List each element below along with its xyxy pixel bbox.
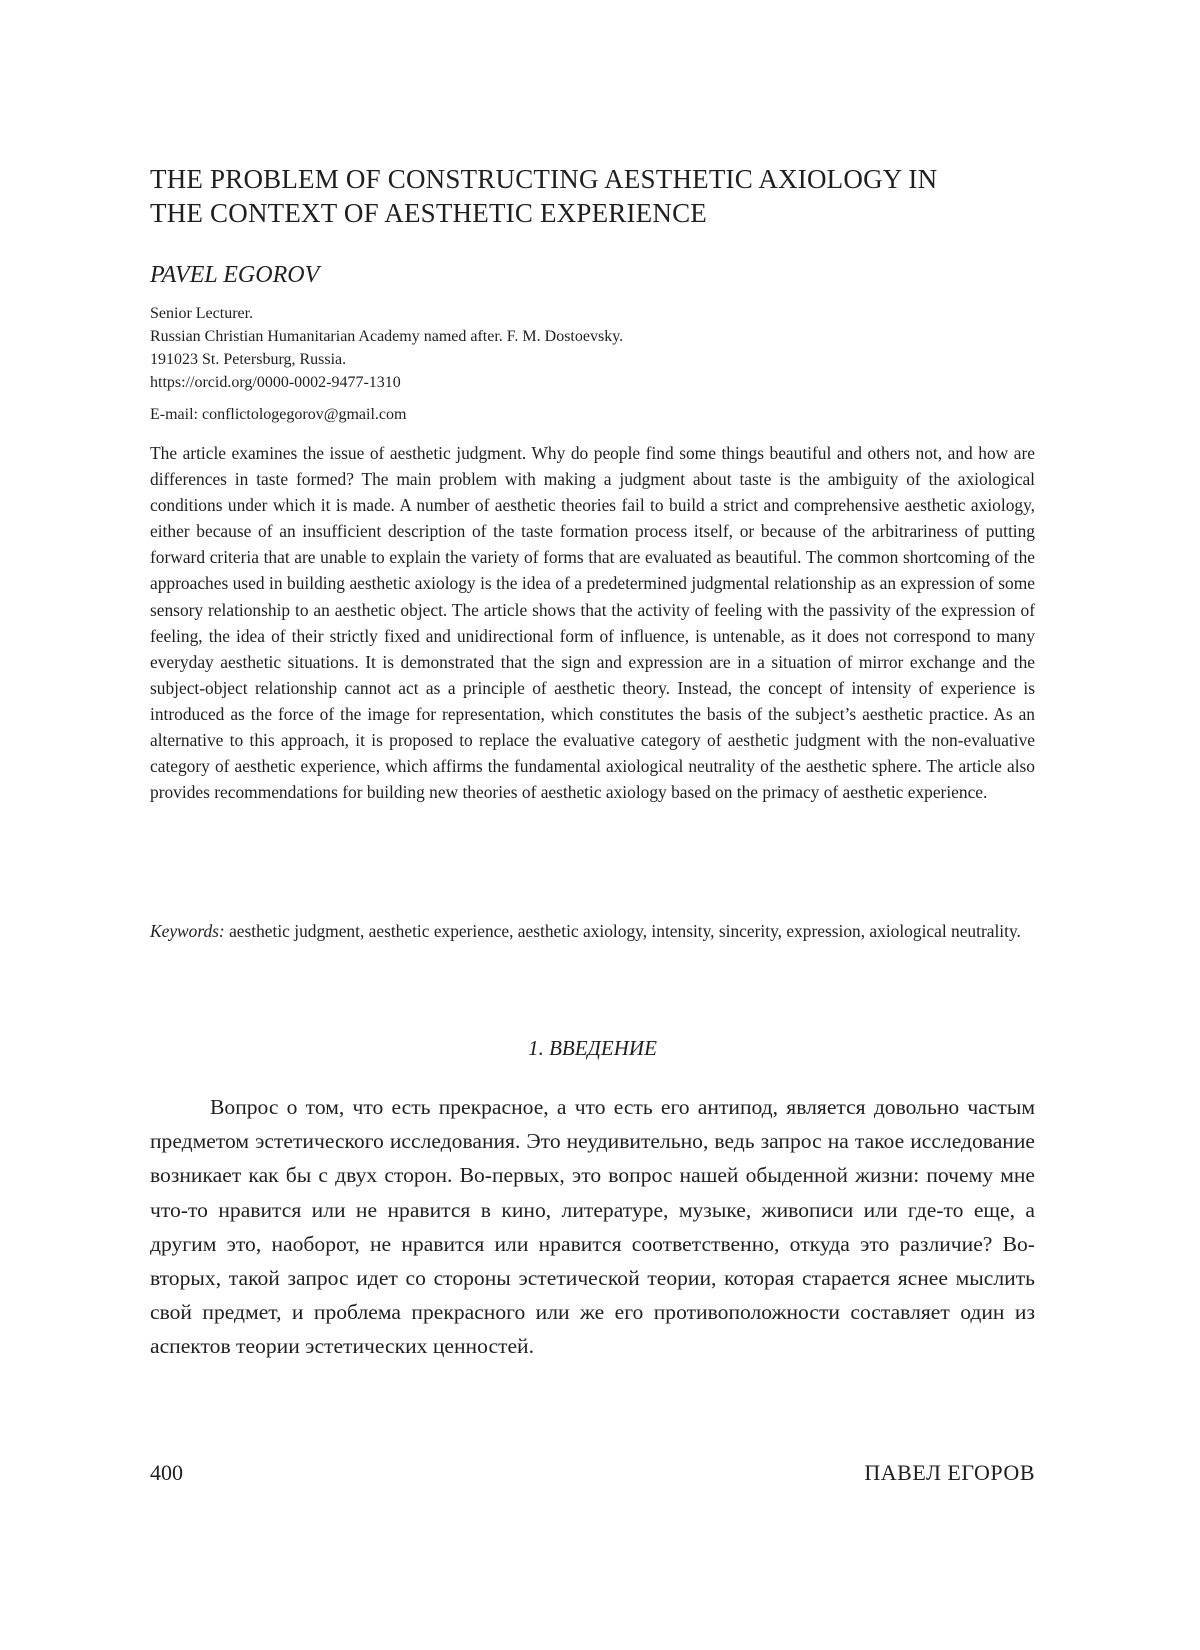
body-paragraph: Вопрос о том, что есть прекрасное, а что есть его антипод, является довольно частым предметом эстетического исследования. Это неудивительно, ведь запрос на такое исследование возникает как бы с двух сторон. Во-первых, это вопрос нашей обыденной жизни: почему мне что-то нравится или не нравится в кино, литературе, музыке, живописи или где-то еще, а другим это, наоборот, не нравится или нравится соответственно, откуда это различие? Во-вторых, такой запрос идет со стороны эстетической теории, которая старается яснее мыслить свой предмет, и проблема прекрасного или же его противоположности составляет один из аспектов теории эстетических ценностей. xyxy=(150,1090,1035,1364)
article-title-line-2: THE CONTEXT OF AESTHETIC EXPERIENCE xyxy=(150,196,1035,230)
article-title xyxy=(150,162,1035,230)
author-address: 191023 St. Petersburg, Russia. xyxy=(150,348,623,371)
article-title-line-1: THE PROBLEM OF CONSTRUCTING AESTHETIC AXIOLOGY IN xyxy=(150,162,1035,196)
section-heading: 1. ВВЕДЕНИЕ xyxy=(150,1036,1035,1061)
keywords xyxy=(150,918,1035,944)
author-name: PAVEL EGOROV xyxy=(150,262,319,289)
abstract-text: The article examines the issue of aesthetic judgment. Why do people find some things beautiful and others not, and how are differences in taste formed? The main problem with making a judgment about taste is the ambiguity of the axiological conditions under which it is made. A number of aesthetic theories fail to build a strict and comprehensive aesthetic axiology, either because of an insufficient description of the taste formation process itself, or because of the arbitrariness of putting forward criteria that are unable to explain the variety of forms that are evaluated as beautiful. The common shortcoming of the approaches used in building aesthetic axiology is the idea of a predetermined judgmental relationship as an expression of some sensory relationship to an aesthetic object. The article shows that the activity of feeling with the passivity of the expression of feeling, the idea of their strictly fixed and unidirectional form of influence, is untenable, as it does not correspond to many everyday aesthetic situations. It is demonstrated that the sign and expression are in a situation of mirror exchange and the subject-object relationship cannot act as a principle of aesthetic theory. Instead, the concept of intensity of experience is introduced as the force of the image for representation, which constitutes the basis of the subject’s aesthetic practice. As an alternative to this approach, it is proposed to replace the evaluative category of aesthetic judgment with the non-evaluative category of aesthetic experience, which affirms the fundamental axiological neutrality of the aesthetic sphere. The article also provides recommendations for building new theories of aesthetic axiology based on the primacy of aesthetic experience. xyxy=(150,440,1035,805)
author-institution: Russian Christian Humanitarian Academy named after. F. M. Dostoevsky. xyxy=(150,325,623,348)
running-head: ПАВЕЛ ЕГОРОВ xyxy=(864,1460,1035,1486)
author-email[interactable]: E-mail: conflictologegorov@gmail.com xyxy=(150,403,406,426)
page-footer xyxy=(150,1460,1035,1492)
author-orcid-link[interactable]: https://orcid.org/0000-0002-9477-1310 xyxy=(150,371,623,394)
keywords-label: Keywords: xyxy=(150,921,225,941)
author-position: Senior Lecturer. xyxy=(150,302,623,325)
author-affiliation xyxy=(150,302,623,394)
page-number: 400 xyxy=(150,1460,183,1486)
keywords-list: aesthetic judgment, aesthetic experience, aesthetic axiology, intensity, sincerity, expression, axiological neutrality. xyxy=(225,921,1021,941)
page xyxy=(150,0,1035,1650)
